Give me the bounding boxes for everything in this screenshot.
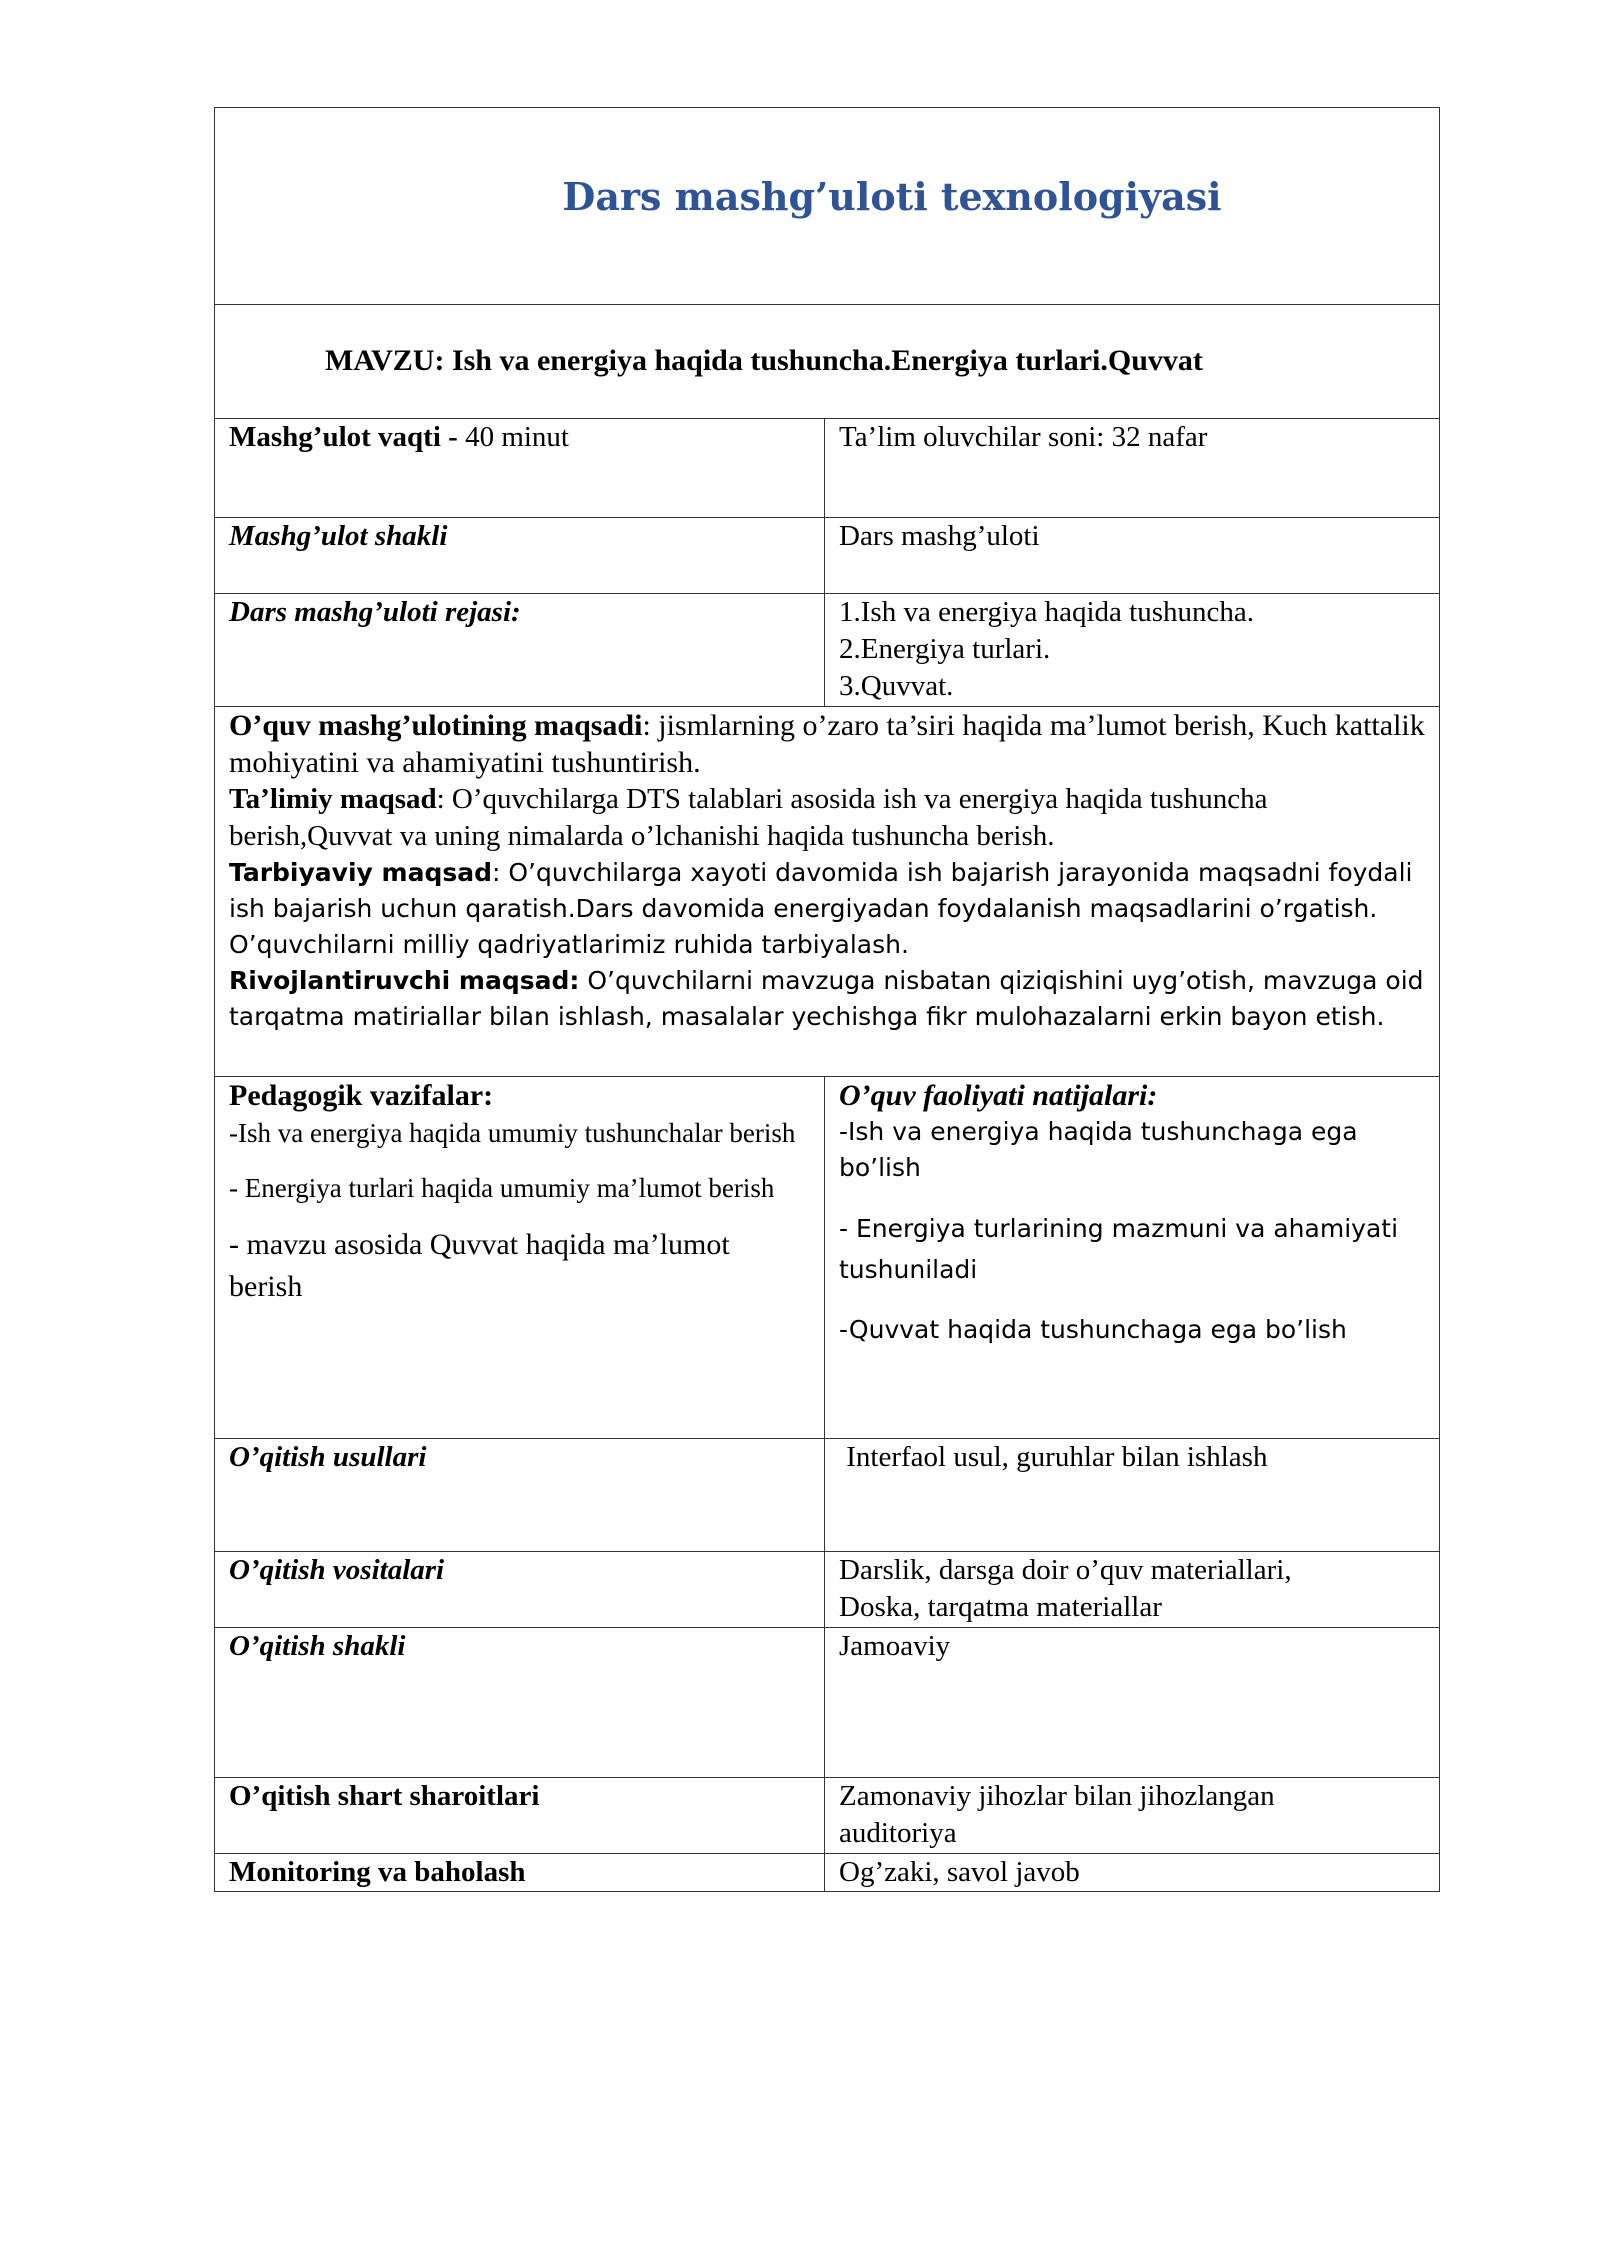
topic-row bbox=[215, 305, 1440, 419]
learning-outcomes-label: O’quv faoliyati natijalari: bbox=[839, 1079, 1158, 1112]
goals-cell bbox=[215, 707, 1440, 1077]
tasks-outcomes-row bbox=[215, 1077, 1440, 1439]
teaching-form-label: O’qitish shakli bbox=[229, 1630, 406, 1662]
monitoring-value-cell bbox=[825, 1854, 1440, 1892]
pedagogical-tasks-cell bbox=[215, 1077, 825, 1439]
lesson-form-row bbox=[215, 518, 1440, 594]
main-goal bbox=[229, 707, 1425, 781]
upbringing-goal-text: : O’quvchilarga xayoti davomida ish bajarish jarayonida maqsadni foydali ish bajarish uchun qaratish.Dars davomida energiyadan foydalanish maqsadlarini o’rgatish. O’quvchilarni milliy qadriyatlarimiz ruhida tarbiyalash. bbox=[229, 858, 1413, 959]
pedagogical-task-item: - Energiya turlari haqida umumiy ma’lumot berish bbox=[229, 1173, 775, 1203]
monitoring-label: Monitoring va baholash bbox=[229, 1856, 526, 1888]
lesson-form-label: Mashg’ulot shakli bbox=[229, 520, 448, 552]
lesson-time-row bbox=[215, 419, 1440, 518]
lesson-form-label-cell bbox=[215, 518, 825, 594]
developing-goal-text: O’quvchilarni mavzuga nisbatan qiziqishini uyg’otish, mavzuga oid tarqatma matiriallar bilan ishlash, masalalar yechishga fikr mulohazalarni erkin bayon etish. bbox=[229, 966, 1424, 1031]
teaching-form-value-cell bbox=[825, 1628, 1440, 1778]
educational-goal-label: Ta’limiy maqsad bbox=[229, 783, 437, 815]
learning-outcome-item: - Energiya turlarining mazmuni va ahamiyati tushuniladi bbox=[839, 1214, 1399, 1284]
teaching-tools-value-cell bbox=[825, 1552, 1440, 1628]
lesson-plan-items-cell bbox=[825, 594, 1440, 707]
topic-cell bbox=[215, 305, 1440, 419]
lesson-plan-label-cell bbox=[215, 594, 825, 707]
pedagogical-task-item: - mavzu asosida Quvvat haqida ma’lumot berish bbox=[229, 1228, 730, 1303]
goals-row bbox=[215, 707, 1440, 1077]
teaching-tools-line: Darslik, darsga doir o’quv materiallari, bbox=[839, 1554, 1292, 1586]
teaching-methods-value-cell bbox=[825, 1439, 1440, 1552]
teaching-tools-line: Doska, tarqatma materiallar bbox=[839, 1591, 1162, 1623]
teaching-methods-row bbox=[215, 1439, 1440, 1552]
teaching-methods-label: O’qitish usullari bbox=[229, 1441, 427, 1473]
teaching-methods-label-cell bbox=[215, 1439, 825, 1552]
monitoring-label-cell bbox=[215, 1854, 825, 1892]
learning-outcomes-cell bbox=[825, 1077, 1440, 1439]
lesson-time-separator: - bbox=[440, 421, 466, 453]
teaching-tools-label: O’qitish vositalari bbox=[229, 1554, 445, 1586]
upbringing-goal bbox=[229, 855, 1425, 963]
developing-goal-label: Rivojlantiruvchi maqsad: bbox=[229, 966, 580, 995]
lesson-plan-item: 1.Ish va energiya haqida tushuncha. bbox=[839, 596, 1255, 628]
monitoring-row bbox=[215, 1854, 1440, 1892]
lesson-plan-item: 2.Energiya turlari. bbox=[839, 633, 1051, 665]
lesson-topic: MAVZU: Ish va energiya haqida tushuncha.Energiya turlari.Quvvat bbox=[325, 344, 1203, 377]
developing-goal bbox=[229, 963, 1425, 1035]
educational-goal bbox=[229, 781, 1425, 855]
title-cell bbox=[215, 108, 1440, 305]
pedagogical-tasks-label: Pedagogik vazifalar: bbox=[229, 1079, 494, 1112]
teaching-methods-value: Interfaol usul, guruhlar bilan ishlash bbox=[839, 1441, 1268, 1473]
teaching-form-label-cell bbox=[215, 1628, 825, 1778]
document-title: Dars mashg’uloti texnologiyasi bbox=[562, 174, 1222, 219]
conditions-row bbox=[215, 1778, 1440, 1854]
teaching-tools-row bbox=[215, 1552, 1440, 1628]
lesson-plan-row bbox=[215, 594, 1440, 707]
teaching-form-row bbox=[215, 1628, 1440, 1778]
students-cell bbox=[825, 419, 1440, 518]
learning-outcome-item: -Ish va energiya haqida tushunchaga ega bo’lish bbox=[839, 1117, 1358, 1182]
conditions-line: auditoriya bbox=[839, 1817, 957, 1849]
main-goal-label: O’quv mashg’ulotining maqsadi bbox=[229, 709, 643, 742]
conditions-label: O’qitish shart sharoitlari bbox=[229, 1780, 540, 1812]
conditions-value-cell bbox=[825, 1778, 1440, 1854]
lesson-form-value-cell bbox=[825, 518, 1440, 594]
lesson-time-value: 40 minut bbox=[465, 421, 569, 453]
main-goal-text: : jismlarning o’zaro ta’siri haqida ma’lumot berish, Kuch kattalik mohiyatini va ahamiyatini tushuntirish. bbox=[229, 709, 1425, 779]
monitoring-value: Og’zaki, savol javob bbox=[839, 1856, 1080, 1888]
educational-goal-text: : O’quvchilarga DTS talablari asosida ish va energiya haqida tushuncha berish,Quvvat va uning nimalarda o’lchanishi haqida tushuncha berish. bbox=[229, 783, 1268, 852]
conditions-line: Zamonaviy jihozlar bilan jihozlangan bbox=[839, 1780, 1275, 1812]
lesson-plan-label: Dars mashg’uloti rejasi: bbox=[229, 596, 521, 628]
lesson-form-value: Dars mashg’uloti bbox=[839, 520, 1040, 552]
lesson-time-cell bbox=[215, 419, 825, 518]
students-count: Ta’lim oluvchilar soni: 32 nafar bbox=[839, 421, 1208, 453]
title-row bbox=[215, 108, 1440, 305]
teaching-form-value: Jamoaviy bbox=[839, 1630, 951, 1662]
conditions-label-cell bbox=[215, 1778, 825, 1854]
teaching-tools-label-cell bbox=[215, 1552, 825, 1628]
pedagogical-task-item: -Ish va energiya haqida umumiy tushunchalar berish bbox=[229, 1118, 796, 1148]
lesson-plan-item: 3.Quvvat. bbox=[839, 670, 954, 702]
learning-outcome-item: -Quvvat haqida tushunchaga ega bo’lish bbox=[839, 1315, 1347, 1344]
lesson-technology-table bbox=[214, 107, 1440, 1892]
upbringing-goal-label: Tarbiyaviy maqsad bbox=[229, 858, 492, 887]
lesson-time-label: Mashg’ulot vaqti bbox=[229, 421, 441, 453]
